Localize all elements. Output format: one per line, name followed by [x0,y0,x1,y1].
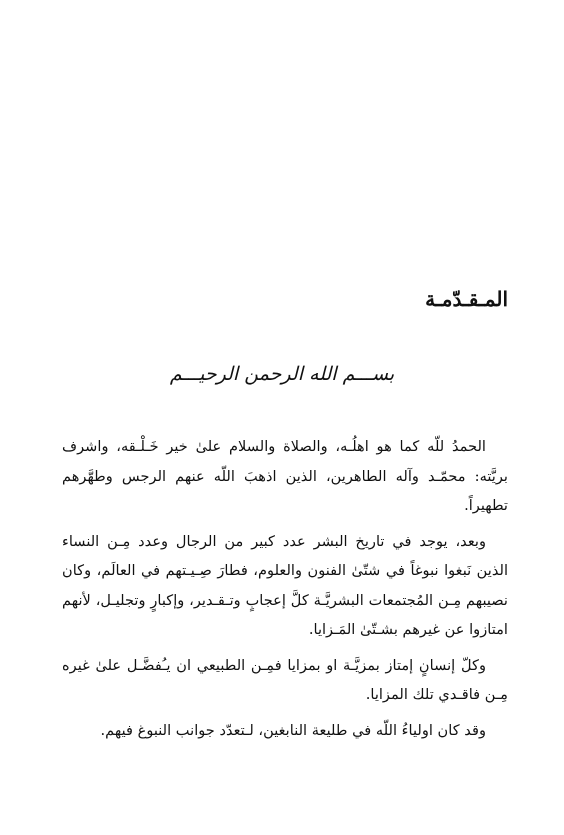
body-text [62,432,508,745]
section-heading: المـقـدّمـة [425,287,508,311]
paragraph-3: وكلّ إنسانٍ إمتاز بمزيَّـة او بمزايا فمِـن الطبيعي ان يـُفضَّـل علىٰ غيره مِـن فاقـدي تلك المزايا. [62,656,508,703]
paragraph-1: الحمدُ للّه كما هو اهلُـه، والصلاة والسلام علىٰ خير خَـلْـقه، واشرف بريَّته: محمّـد وآله الطاهرين، الذين اذهبَ اللّه عنهم الرجس وطهَّرهم تطهيراً. [62,438,508,514]
basmala-calligraphy: بســـم الله الرحمن الرحيـــم [169,363,395,385]
paragraph-4: وقد كان اولياءُ اللّه في طليعة النابغين، لـتعدّد جوانب النبوغ فيهم. [100,721,486,739]
paragraph-2: وبعد، يوجد في تاريخ البشر عدد كبير من الرجال وعدد مِـن النساء الذين نَبغوا نبوغاً في شتّىٰ الفنون والعلوم، فطارَ صِـيـتهم في العالَم، وكان نصيبهم مِـن المُجتمعات البشريَّـة كلَّ إعجابٍ وتـقـدير، وإكبارٍ وتجليـل، لأنهم امتازوا عن غيرهم بشـتّىٰ المَـزايا. [62,532,508,638]
